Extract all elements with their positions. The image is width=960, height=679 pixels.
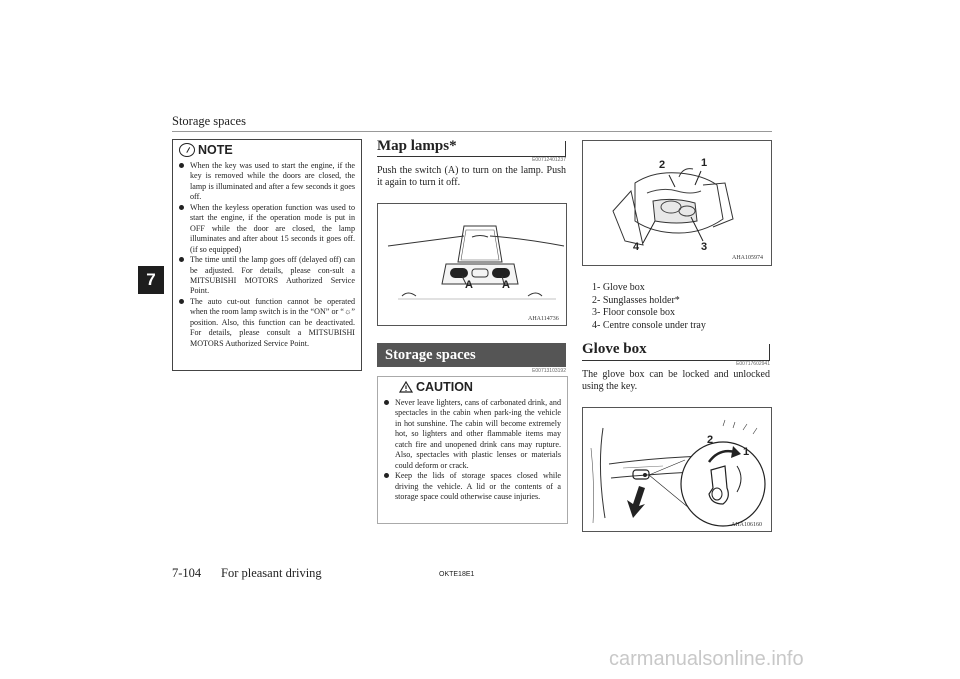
pencil-note-icon [179,143,195,157]
callout-a-right: A [502,279,510,291]
document-code: OKTE18E1 [439,571,475,578]
callout-2: 2 [659,159,666,171]
map-lamp-figure [377,203,567,326]
note-item: The auto cut-out function cannot be operated when the room lamp switch is in the “ON” or “☼” position. Also, this function can be deactivated. For details, please consult a MITSUBISHI MOTORS Authorized Service Point. [179,297,355,349]
callout-3: 3 [701,241,708,253]
glove-box-heading: Glove box [582,341,647,357]
storage-legend [592,282,706,332]
callout-a-left: A [465,279,473,291]
map-lamps-text: Push the switch (A) to turn on the lamp. Push it again to turn it off. [377,165,566,188]
figure-id: AHA105974 [732,255,763,261]
warning-triangle-icon [399,381,413,393]
map-lamp-illustration [378,204,566,325]
callout-3: 3 [631,504,638,516]
section-code: E00717602941 [736,361,770,367]
storage-overview-figure [582,140,772,266]
note-box [172,139,362,371]
note-item: The time until the lamp goes off (delayed off) can be adjusted. For details, please con-sult a MITSUBISHI MOTORS Authorized Service Point. [179,255,355,297]
legend-item: 4- Centre console under tray [592,319,706,331]
glove-box-text: The glove box can be locked and unlocked using the key. [582,369,770,392]
figure-id: AHA114736 [528,316,559,322]
running-header: Storage spaces [172,114,246,128]
callout-2: 2 [707,434,714,446]
caution-box [377,376,568,524]
caution-list [384,398,561,503]
bullet-icon [179,257,184,262]
bullet-icon [179,163,184,168]
callout-1: 1 [743,446,750,458]
legend-item: 2- Sunglasses holder* [592,294,680,306]
note-label: NOTE [198,143,233,157]
watermark: carmanualsonline.info [609,648,804,670]
chapter-tab: 7 [138,266,164,294]
bullet-icon [179,205,184,210]
bullet-icon [179,299,184,304]
note-heading [179,143,233,157]
note-item: When the key was used to start the engine, if the key is removed while the doors are closed, the lamp is illuminated and after a few seconds it goes off. [179,161,355,203]
note-item: When the keyless operation function was used to start the engine, if the operation mode is put in OFF while the door are closed, the lamp illuminates and after about 15 seconds it goes off. (if so equipped) [179,203,355,255]
caution-label: CAUTION [416,380,473,394]
callout-4: 4 [633,241,640,253]
legend-item: 3- Floor console box [592,307,676,318]
legend-item: 1- Glove box [592,282,645,293]
console-illustration [583,141,771,265]
caution-item: Never leave lighters, cans of carbonated drink, and spectacles in the cabin when park-ing the vehicle in hot sunshine. The cabin will become extremely hot, so lighters and other flammable items may catch fire and unopened drink cans may rupture. Also, spectacles with plastic lenses or materials could deform or crack. [384,398,561,471]
callout-1: 1 [701,157,708,169]
glove-box-illustration [583,408,771,531]
note-list [179,161,355,349]
storage-spaces-banner: Storage spaces [377,343,566,367]
header-rule [172,131,772,132]
glove-box-figure [582,407,772,532]
heading-rule-vertical [769,344,770,361]
page-number: 7-104 [172,566,202,580]
footer-section-title: For pleasant driving [221,566,322,580]
figure-id: AHA106160 [731,522,762,528]
caution-heading [399,380,473,394]
caution-item: Keep the lids of storage spaces closed while driving the vehicle. A lid or the contents of a storage space could otherwise cause injuries. [384,471,561,502]
heading-rule-vertical [565,141,566,157]
section-code: E00712401237 [532,157,566,163]
bullet-icon [384,400,389,405]
bullet-icon [384,473,389,478]
section-code: E00713103192 [532,368,566,374]
map-lamps-heading: Map lamps* [377,138,457,154]
